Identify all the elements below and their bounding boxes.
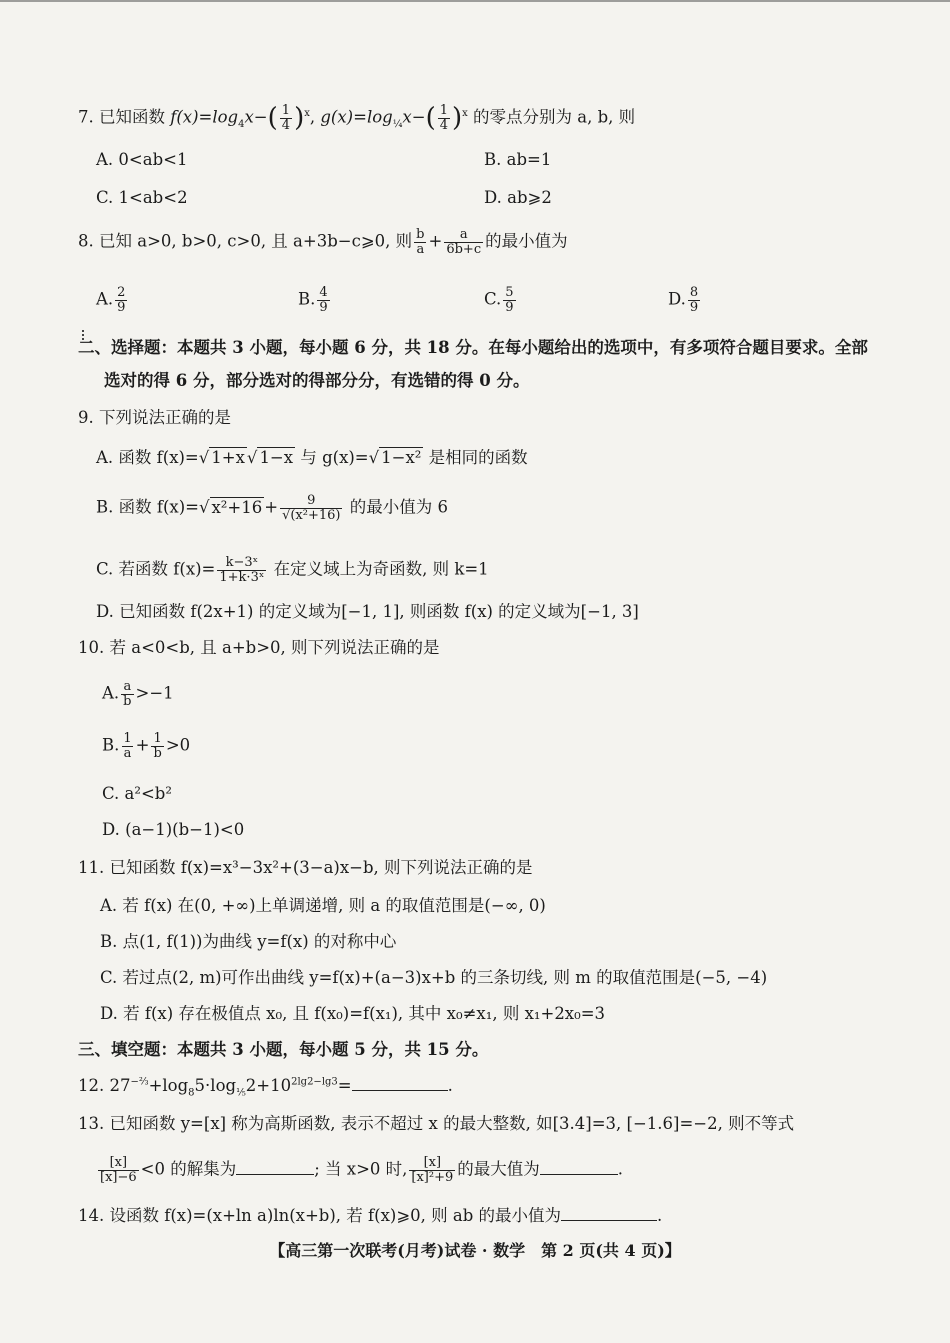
q7-stem-tail: 的零点分别为 a, b, 则 [467,107,636,127]
q8-stem: 8. 已知 a>0, b>0, c>0, 且 a+3b−c⩾0, 则 $\frac{b}{a}$ + $\frac{a}{6b+c}$ 的最小值为 [78,227,568,257]
q13-line1: 13. 已知函数 y=[x] 称为高斯函数, 表示不超过 x 的最大整数, 如[3.4]=3, [−1.6]=−2, 则不等式 [78,1114,795,1133]
q10-option-a: A. $\frac{a}{b}$ >−1 [102,679,174,709]
q7-exp-2: x [462,108,468,120]
q7-frac-1: $\frac{1}{4}$ [281,103,291,133]
q13-answer-blank-2[interactable] [540,1160,618,1175]
q7-option-c: C. 1<ab<2 [96,188,188,207]
q11-stem: 11. 已知函数 f(x)=x³−3x²+(3−a)x−b, 则下列说法正确的是 [78,858,533,877]
q13-answer-blank-1[interactable] [236,1160,314,1175]
q13-line2: $\frac{[x]}{[x]-6}$ <0 的解集为 ; 当 x>0 时, $\frac{[x]}{\text{[x]²+9}}$ 的最大值为 . [100,1155,623,1185]
q10-option-c: C. a²<b² [102,784,172,803]
q7-paren-close: ) [294,103,305,134]
q10-option-b: B. $\frac{1}{a}$ + $\frac{1}{b}$ >0 [102,731,191,761]
q11-option-b: B. 点(1, f(1))为曲线 y=f(x) 的对称中心 [100,932,397,951]
page-footer: 【高三第一次联考(月考)试卷 · 数学 第 2 页(共 4 页)】 [269,1241,681,1260]
q10-stem: 10. 若 a<0<b, 且 a+b>0, 则下列说法正确的是 [78,638,440,657]
section2-heading-line1: 二、选择题：本题共 3 小题，每小题 6 分，共 18 分。在每小题给出的选项中，有多项符合题目要求。全部 [78,338,868,357]
q12-question: 12. $27^{-\frac{2}{3}}+\log_85\cdot\log_{\frac{1}{5}}2+10^{2lg2-lg3}=$ . [78,1076,453,1099]
q11-option-d: D. 若 f(x) 存在极值点 x₀, 且 f(x₀)=f(x₁), 其中 x₀≠x₁, 则 x₁+2x₀=3 [100,1004,606,1023]
q8-stem-text: 8. 已知 a>0, b>0, c>0, 且 a+3b−c⩾0, 则 [78,231,413,251]
q7-stem-text: 7. 已知函数 [78,107,171,127]
section3-heading: 三、填空题：本题共 3 小题，每小题 5 分，共 15 分。 [78,1040,489,1059]
q7-option-b: B. ab=1 [484,150,552,169]
q11-option-c: C. 若过点(2, m)可作出曲线 y=f(x)+(a−3)x+b 的三条切线, 则 m 的取值范围是(−5, −4) [100,968,768,987]
q7-frac-2: $\frac{1}{4}$ [439,103,448,133]
q7-paren-open: ( [267,103,278,134]
section2-heading-line2: 选对的得 6 分，部分选对的得部分分，有选错的得 0 分。 [104,371,530,390]
q7-g-base: ¼ [392,118,403,130]
q9-b-frac: $\frac{9}{\text{√(x²+16)}}$ [282,493,341,523]
q9-option-a: A. 函数 f(x)=√ 1+x √ 1−x 与 g(x)=√ 1−x² 是相同的函数 [96,448,528,467]
q14-answer-blank[interactable] [561,1206,657,1221]
q7-f-base: 4 [238,118,245,130]
q11-option-a: A. 若 f(x) 在(0, +∞)上单调递增, 则 a 的取值范围是(−∞, 0) [100,896,546,915]
q12-answer-blank[interactable] [352,1076,448,1091]
q7-g-def: g(x)=log [320,107,393,127]
q9-c-frac: $\frac{\text{k−3ˣ}}{\text{1+k·3ˣ}}$ [219,555,265,585]
q8-stem-tail: 的最小值为 [485,231,568,251]
q9-option-c: C. 若函数 f(x)= $\frac{\text{k−3ˣ}}{\text{1+k·3ˣ}}$ 在定义域上为奇函数, 则 k=1 [96,555,489,585]
q8-option-b: B. $\frac{4}{9}$ [298,285,328,315]
q13-frac-2: $\frac{[x]}{\text{[x]²+9}}$ [411,1155,454,1185]
q8-option-a: A. $\frac{2}{9}$ [96,285,126,315]
q9-option-d: D. 已知函数 f(2x+1) 的定义域为[−1, 1], 则函数 f(x) 的定义域为[−1, 3] [96,602,639,621]
scan-edge-line [0,0,950,2]
q13-frac-1: $\frac{[x]}{[x]-6}$ [100,1155,137,1185]
q8-option-d: D. $\frac{8}{9}$ [668,285,699,315]
q7-f-def: f(x)=log [170,107,239,127]
q9-stem: 9. 下列说法正确的是 [78,408,231,427]
q14-question: 14. 设函数 f(x)=(x+ln a)ln(x+b), 若 f(x)⩾0, 则 ab 的最小值为 . [78,1206,663,1225]
q7-stem: 7. 已知函数 $f(x)=\log_4x-$( $\frac{1}{4}$ )$^x$, $g(x)=\log_{\frac{1}{4}}x-$( $\frac{1}{4}$ )$^x$ 的零点分别为 a, b, 则 [78,103,636,134]
q9-option-b: B. 函数 f(x)=√ x²+16 + $\frac{9}{\text{√(x²+16)}}$ 的最小值为 6 [96,493,448,523]
q7-exp-1: x [304,108,310,120]
q7-option-a: A. 0<ab<1 [96,150,188,169]
q10-option-d: D. (a−1)(b−1)<0 [102,820,245,839]
q7-f-tail: x− [244,107,268,127]
q8-frac-2: $\frac{a}{6b+c}$ [446,227,482,257]
q8-frac-1: $\frac{b}{a}$ [416,227,425,257]
q8-option-c: C. $\frac{5}{9}$ [484,285,514,315]
q7-option-d: D. ab⩾2 [484,188,552,207]
